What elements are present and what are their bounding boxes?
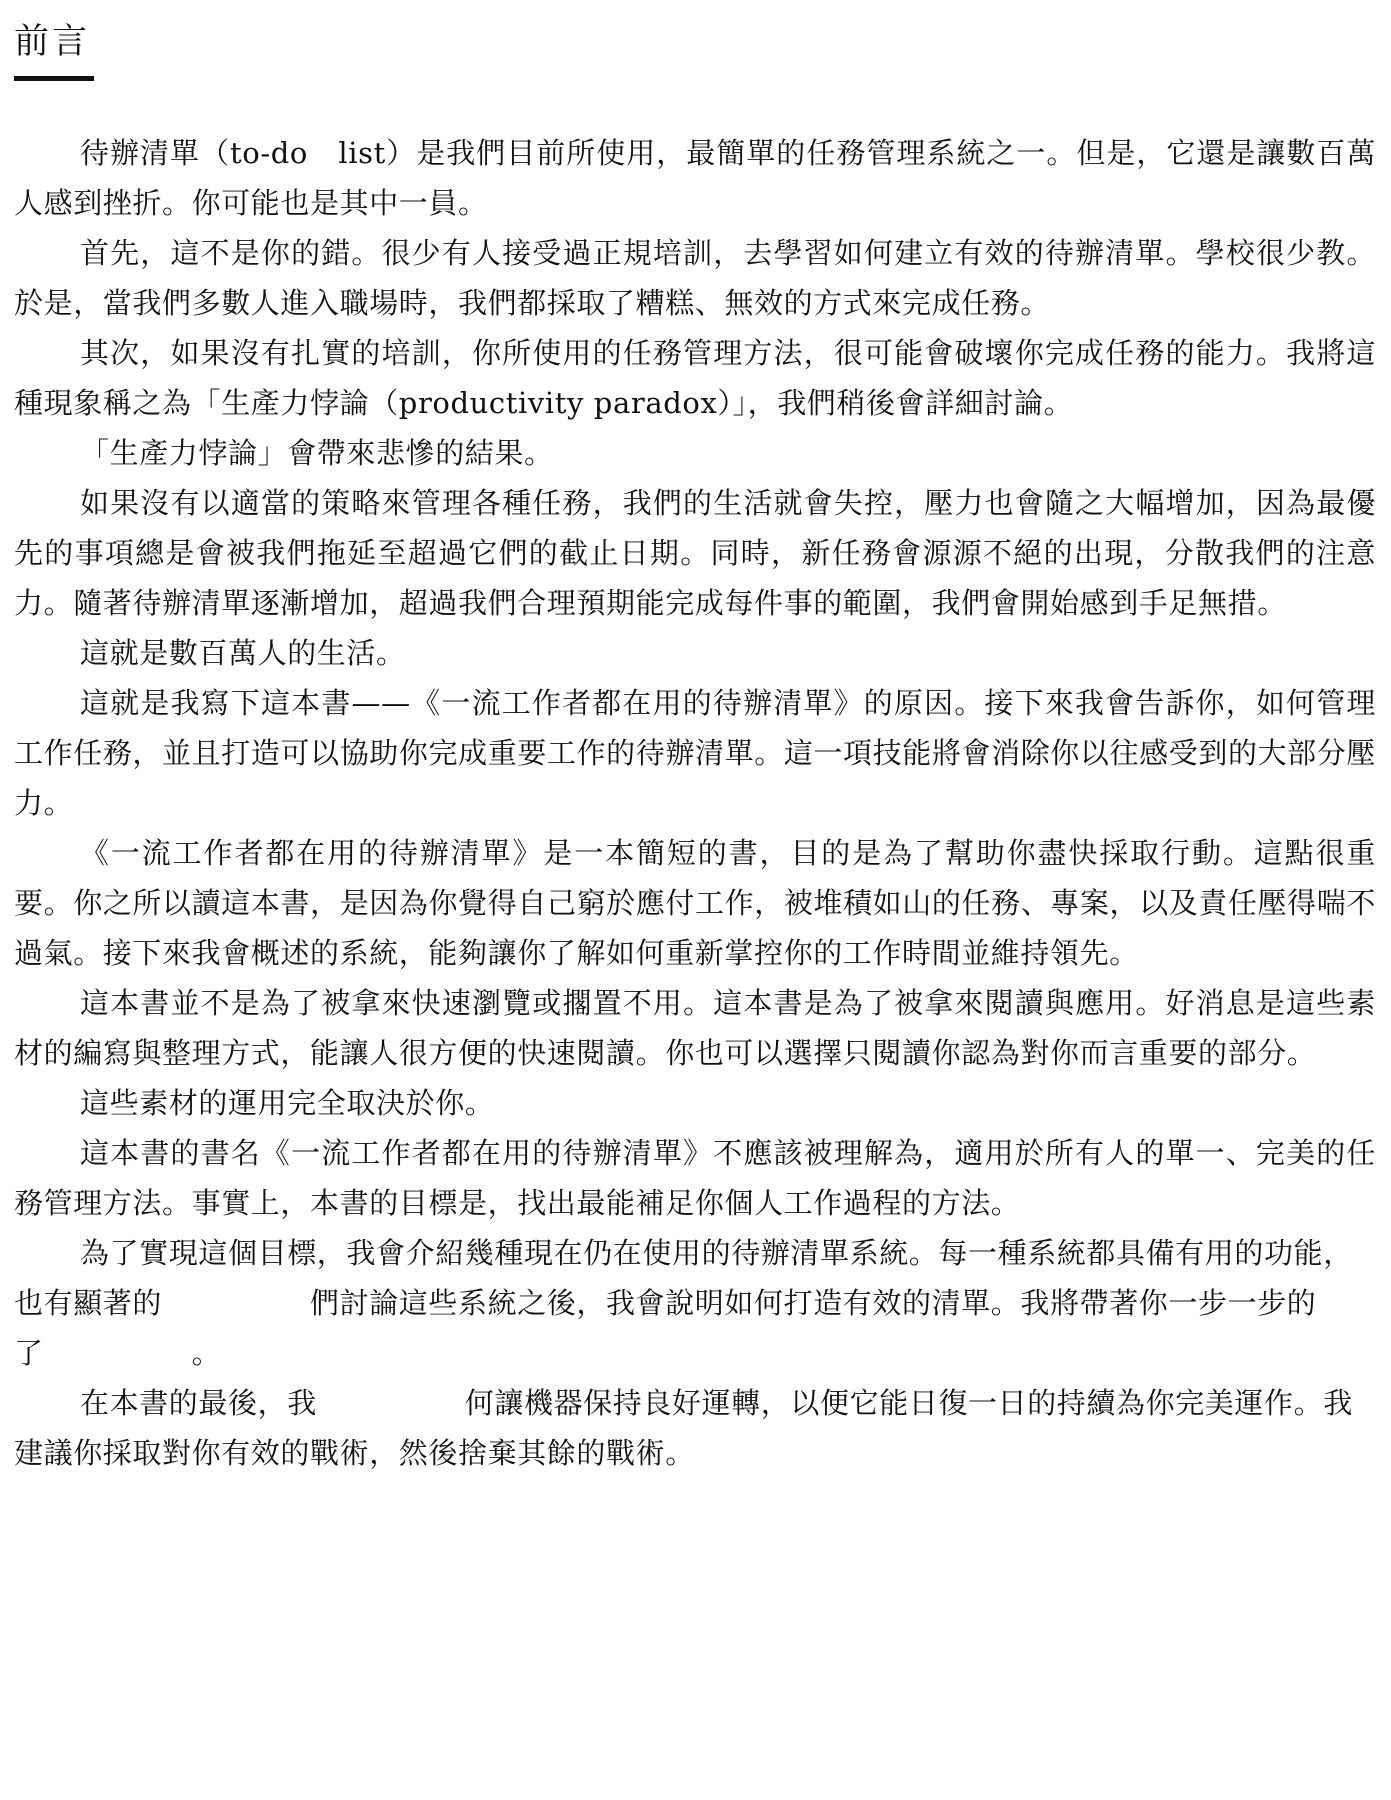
paragraph: 待辦清單（to-do list）是我們目前所使用，最簡單的任務管理系統之一。但是，它還是讓數百萬人感到挫折。你可能也是其中一員。 — [14, 136, 1376, 220]
title-underline — [14, 76, 94, 81]
paragraph: 為了實現這個目標，我會介紹幾種現在仍在使用的待辦清單系統。每一種系統都具備有用的功能，也有顯著的 們討論這些系統之後，我會說明如何打造有效的清單。我將帶著你一步一步的了 。 — [14, 1236, 1353, 1370]
document-page — [14, 0, 1376, 1800]
paragraph: 這本書並不是為了被拿來快速瀏覽或擱置不用。這本書是為了被拿來閱讀與應用。好消息是這些素材的編寫與整理方式，能讓人很方便的快速閱讀。你也可以選擇只閱讀你認為對你而言重要的部分。 — [14, 986, 1376, 1070]
section-title: 前言 — [14, 22, 91, 62]
paragraph: 這就是我寫下這本書——《一流工作者都在用的待辦清單》的原因。接下來我會告訴你，如何管理工作任務，並且打造可以協助你完成重要工作的待辦清單。這一項技能將會消除你以往感受到的大部分壓力。 — [14, 686, 1376, 820]
paragraph: 首先，這不是你的錯。很少有人接受過正規培訓，去學習如何建立有效的待辦清單。學校很少教。於是，當我們多數人進入職場時，我們都採取了糟糕、無效的方式來完成任務。 — [14, 236, 1376, 320]
document-body — [14, 128, 1376, 1478]
paragraph: 這本書的書名《一流工作者都在用的待辦清單》不應該被理解為，適用於所有人的單一、完美的任務管理方法。事實上，本書的目標是，找出最能補足你個人工作過程的方法。 — [14, 1136, 1376, 1220]
paragraph: 《一流工作者都在用的待辦清單》是一本簡短的書，目的是為了幫助你盡快採取行動。這點很重要。你之所以讀這本書，是因為你覺得自己窮於應付工作，被堆積如山的任務、專案，以及責任壓得喘不過氣。接下來我會概述的系統，能夠讓你了解如何重新掌控你的工作時間並維持領先。 — [14, 836, 1376, 970]
paragraph: 這些素材的運用完全取決於你。 — [80, 1086, 495, 1120]
paragraph: 如果沒有以適當的策略來管理各種任務，我們的生活就會失控，壓力也會隨之大幅增加，因為最優先的事項總是會被我們拖延至超過它們的截止日期。同時，新任務會源源不絕的出現，分散我們的注意力。隨著待辦清單逐漸增加，超過我們合理預期能完成每件事的範圍，我們會開始感到手足無措。 — [14, 486, 1376, 620]
paragraph: 其次，如果沒有扎實的培訓，你所使用的任務管理方法，很可能會破壞你完成任務的能力。我將這種現象稱之為「生產力悖論（productivity paradox）」，我們稍後會詳細討論。 — [14, 336, 1376, 420]
paragraph: 這就是數百萬人的生活。 — [80, 636, 406, 670]
paragraph: 在本書的最後，我 何讓機器保持良好運轉，以便它能日復一日的持續為你完美運作。我建議你採取對你有效的戰術，然後捨棄其餘的戰術。 — [14, 1386, 1353, 1470]
paragraph: 「生產力悖論」會帶來悲慘的結果。 — [80, 436, 554, 470]
